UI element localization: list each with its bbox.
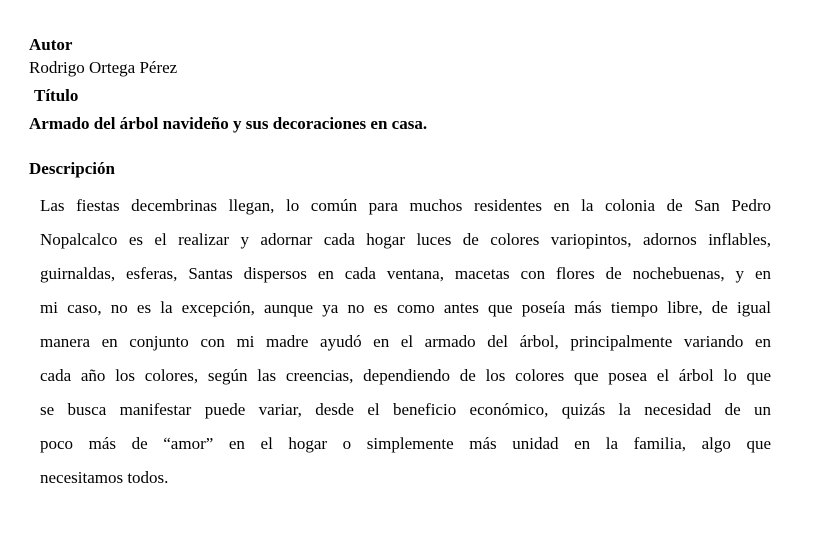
description-line: poco más de “amor” en el hogar o simplemente más unidad en la familia, algo que [40,434,771,453]
document-title: Armado del árbol navideño y sus decoraciones en casa. [29,114,428,133]
description-line: Nopalcalco es el realizar y adornar cada hogar luces de colores variopintos, adornos inflables, [40,230,771,249]
description-line: cada año los colores, según las creencias, dependiendo de los colores que posea el árbol lo que [40,366,771,385]
description-line: necesitamos todos. [40,468,169,487]
description-line: mi caso, no es la excepción, aunque ya no es como antes que poseía más tiempo libre, de igual [40,298,771,317]
title-label: Título [34,86,79,105]
description-line: manera en conjunto con mi madre ayudó en el armado del árbol, principalmente variando en [40,332,771,351]
description-body [40,189,771,495]
description-label: Descripción [29,159,115,178]
description-line: Las fiestas decembrinas llegan, lo común para muchos residentes en la colonia de San Pedro [40,196,771,215]
author-label: Autor [29,35,73,54]
author-name: Rodrigo Ortega Pérez [29,58,178,77]
description-line: se busca manifestar puede variar, desde el beneficio económico, quizás la necesidad de un [40,400,771,419]
description-line: guirnaldas, esferas, Santas dispersos en cada ventana, macetas con flores de nochebuenas, y en [40,264,771,283]
